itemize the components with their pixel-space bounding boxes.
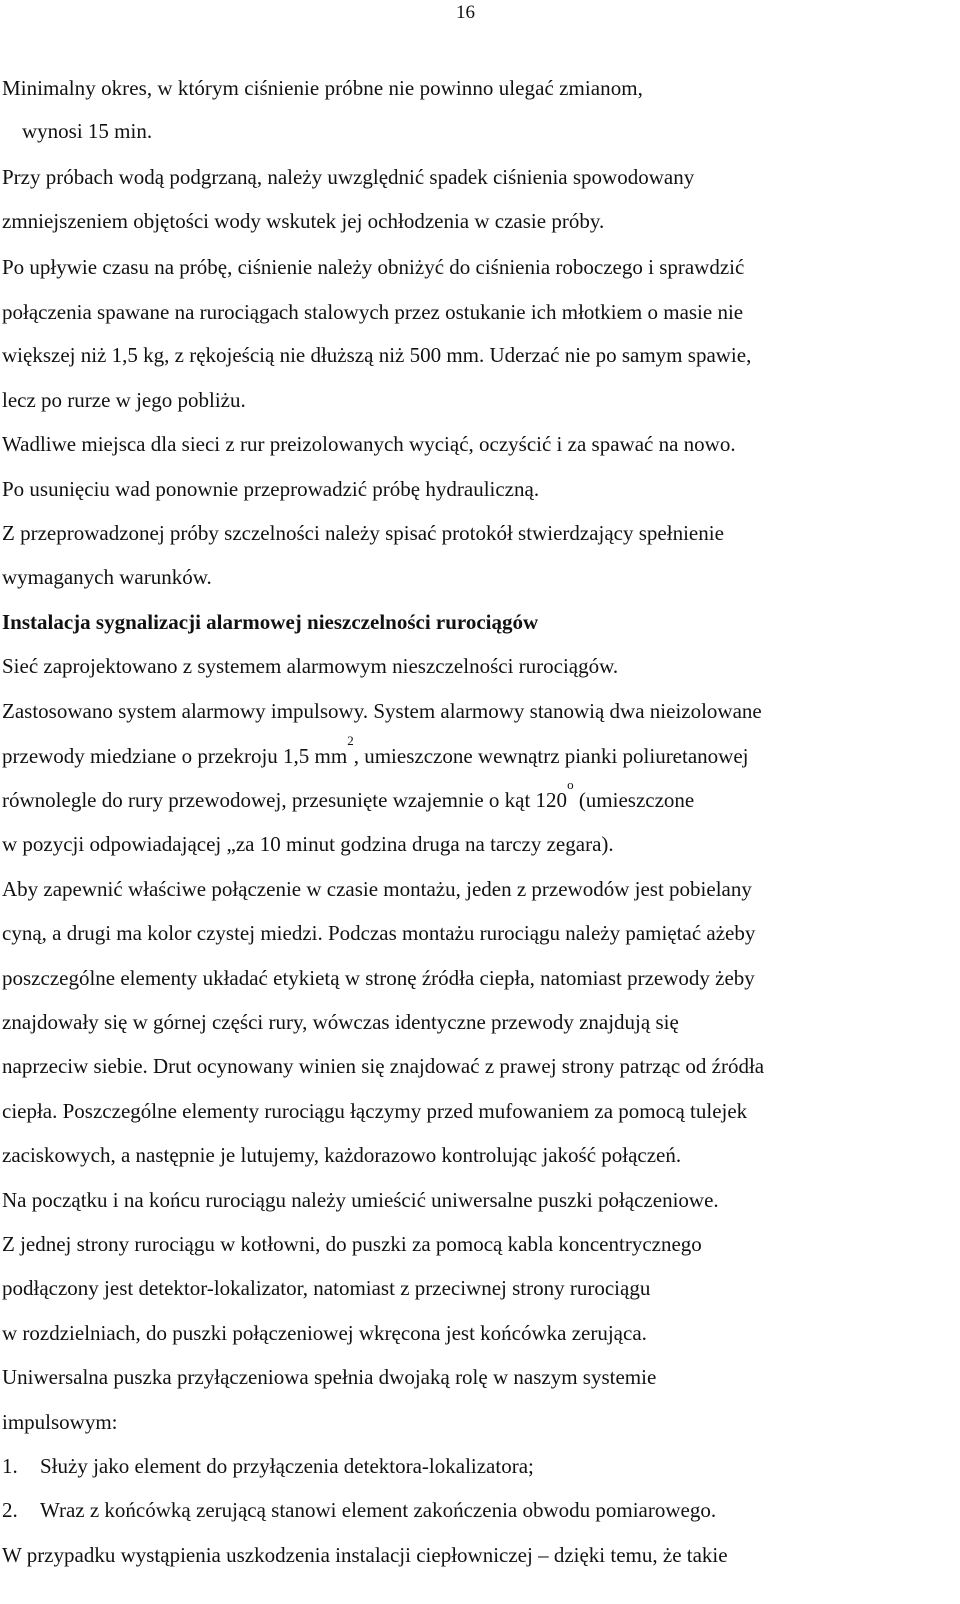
list-text: Służy jako element do przyłączenia detektora-lokalizatora; [40, 1454, 534, 1478]
superscript: 2 [347, 733, 354, 748]
list-number: 2. [2, 1498, 18, 1522]
text-line: większej niż 1,5 kg, z rękojeścią nie dłuższą niż 500 mm. Uderzać nie po samym spawie, [2, 343, 752, 367]
section-heading: Instalacja sygnalizacji alarmowej nieszczelności rurociągów [2, 610, 539, 634]
text-line: w rozdzielniach, do puszki połączeniowej wkręcona jest końcówka zerująca. [2, 1321, 647, 1345]
text-line: ciepła. Poszczególne elementy rurociągu łączymy przed mufowaniem za pomocą tulejek [2, 1099, 748, 1123]
list-text: Wraz z końcówką zerującą stanowi element zakończenia obwodu pomiarowego. [40, 1498, 717, 1522]
text-segment: (umieszczone [573, 788, 695, 812]
text-line: Po upływie czasu na próbę, ciśnienie należy obniżyć do ciśnienia roboczego i sprawdzić [2, 255, 745, 279]
text-line: W przypadku wystąpienia uszkodzenia instalacji ciepłowniczej – dzięki temu, że takie [2, 1543, 728, 1567]
text-line: Na początku i na końcu rurociągu należy umieścić uniwersalne puszki połączeniowe. [2, 1188, 719, 1212]
text-line: znajdowały się w górnej części rury, wówczas identyczne przewody znajdują się [2, 1010, 679, 1034]
list-number: 1. [2, 1454, 18, 1478]
text-line: Po usunięciu wad ponownie przeprowadzić próbę hydrauliczną. [2, 477, 540, 501]
text-line: podłączony jest detektor-lokalizator, natomiast z przeciwnej strony rurociągu [2, 1276, 651, 1300]
text-line: lecz po rurze w jego pobliżu. [2, 388, 246, 412]
text-segment: przewody miedziane o przekroju 1,5 mm [2, 744, 348, 768]
text-line: naprzeciw siebie. Drut ocynowany winien się znajdować z prawej strony patrząc od źródła [2, 1054, 765, 1078]
text-line: cyną, a drugi ma kolor czystej miedzi. Podczas montażu rurociągu należy pamiętać ażeby [2, 921, 756, 945]
text-line [2, 733, 749, 768]
text-line: poszczególne elementy układać etykietą w stronę źródła ciepła, natomiast przewody żeby [2, 966, 755, 990]
text-segment: równolegle do rury przewodowej, przesunięte wzajemnie o kąt 120 [2, 788, 568, 812]
text-line: Minimalny okres, w którym ciśnienie próbne nie powinno ulegać zmianom, [2, 76, 643, 100]
text-line: Uniwersalna puszka przyłączeniowa spełnia dwojaką rolę w naszym systemie [2, 1365, 657, 1389]
text-line: Wadliwe miejsca dla sieci z rur preizolowanych wyciąć, oczyścić i za spawać na nowo. [2, 432, 736, 456]
list-item [2, 1499, 716, 1521]
text-line: zmniejszeniem objętości wody wskutek jej ochłodzenia w czasie próby. [2, 209, 605, 233]
text-line: wynosi 15 min. [22, 119, 153, 143]
text-line: połączenia spawane na rurociągach stalowych przez ostukanie ich młotkiem o masie nie [2, 300, 744, 324]
superscript: o [567, 777, 574, 792]
text-line: Aby zapewnić właściwe połączenie w czasie montażu, jeden z przewodów jest pobielany [2, 877, 752, 901]
text-segment: , umieszczone wewnątrz pianki poliuretanowej [353, 744, 749, 768]
page-number: 16 [456, 2, 475, 23]
text-line: zaciskowych, a następnie je lutujemy, każdorazowo kontrolując jakość połączeń. [2, 1143, 682, 1167]
text-line: Sieć zaprojektowano z systemem alarmowym nieszczelności rurociągów. [2, 654, 619, 678]
text-line [2, 777, 695, 812]
text-line: Z jednej strony rurociągu w kotłowni, do puszki za pomocą kabla koncentrycznego [2, 1232, 702, 1256]
text-line: Zastosowano system alarmowy impulsowy. System alarmowy stanowią dwa nieizolowane [2, 699, 762, 723]
text-line: Z przeprowadzonej próby szczelności należy spisać protokół stwierdzający spełnienie [2, 521, 724, 545]
text-line: impulsowym: [2, 1410, 118, 1434]
text-line: wymaganych warunków. [2, 565, 212, 589]
text-line: Przy próbach wodą podgrzaną, należy uwzględnić spadek ciśnienia spowodowany [2, 165, 695, 189]
text-line: w pozycji odpowiadającej „za 10 minut godzina druga na tarczy zegara). [2, 832, 614, 856]
list-item [2, 1455, 534, 1477]
